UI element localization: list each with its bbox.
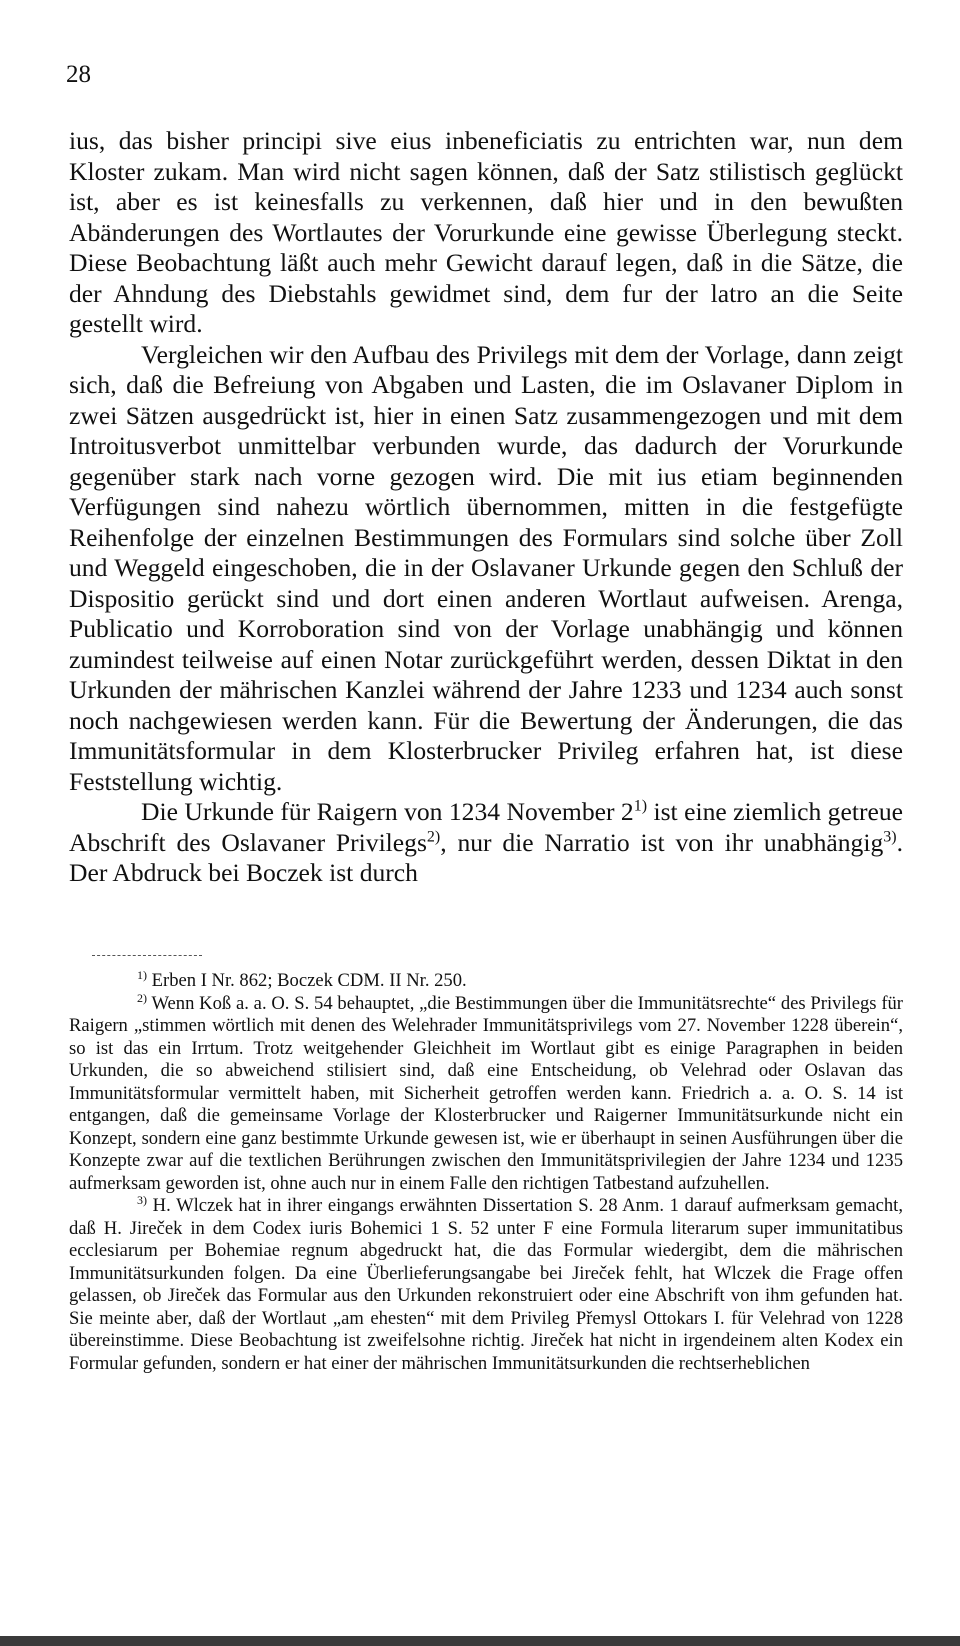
footnote-3 xyxy=(69,1192,903,1375)
paragraph-text: ist eine ziemlich getreue Abschrift des Oslavaner Privilegs xyxy=(69,797,903,857)
footnote-ref-3: 3) xyxy=(883,827,897,845)
paragraph-text: Vergleichen wir den Aufbau des Privilegs mit dem der Vorlage, dann zeigt sich, daß die Befreiung von Abgaben und Lasten, die im Oslavaner Diplom in zwei Sätzen ausgedrückt ist, hier in einen Satz zusammengezogen und mit dem Introitusverbot unmittelbar verbunden wurde, das dadurch der Vorurkunde gegenüber stark nach vorne gezogen wird. Die mit ius etiam beginnenden Verfügungen sind nahezu wörtlich übernommen, mitten in die festgefügte Reihenfolge der einzelnen Bestimmungen des Formulars sind solche über Zoll und Weggeld eingeschoben, die in der Oslavaner Urkunde gegen den Schluß der Dispositio gerückt sind und dort einen anderen Wortlaut aufweisen. Arenga, Publicatio und Korroboration sind von der Vorlage unabhängig und können zumindest teilweise auf einen Notar zurückgeführt werden, dessen Diktat in den Urkunden der mährischen Kanzlei während der Jahre 1233 und 1234 auch sonst noch nachgewiesen werden kann. Für die Bewertung der Änderungen, die das Immunitätsformular in dem Klosterbrucker Privileg erfahren hat, ist diese Feststellung wichtig. xyxy=(69,339,903,796)
main-text xyxy=(69,126,903,889)
paragraph-2 xyxy=(69,340,903,798)
page-number: 28 xyxy=(66,61,91,88)
footnote-mark: 2) xyxy=(137,990,147,1005)
footnote-1 xyxy=(69,967,903,993)
footnotes xyxy=(69,967,903,1375)
paragraph-1 xyxy=(69,126,903,340)
footnote-text: Wenn Koß a. a. O. S. 54 behauptet, „die Bestimmungen über die Immunitätsrechte“ des Privilegs für Raigern „stimmen wörtlich mit denen des Welehrader Immunitätsprivilegs vom 27. November 1228 überein“, so ist das ein Irrtum. Trotz weitgehender Gleichheit im Wortlaut gibt es einige Paragraphen in beiden Urkunden, die so abweichend stilisiert sind, daß eine Entscheidung, ob Velehrad oder Oslavan das Immunitätsformular vermittelt haben, mit Sicherheit getroffen werden kann. Friedrich a. a. O. S. 14 ist entgangen, daß die gemeinsame Vorlage der Klosterbrucker und Raigerner Immunitätsurkunde nicht ein Konzept, sondern eine ganz bestimmte Urkunde gewesen ist, wie er überhaupt in seinen Ausführungen über die Konzepte zwar auf die textlichen Berührungen zwischen den Immunitätsprivilegien der Jahre 1234 und 1235 aufmerksam geworden ist, ohne auch nur in einem Falle den richtigen Tatbestand aufzuhellen. xyxy=(69,992,903,1194)
footnote-text: Erben I Nr. 862; Boczek CDM. II Nr. 250. xyxy=(147,970,467,991)
footnote-mark: 3) xyxy=(137,1192,147,1207)
footnote-ref-2: 2) xyxy=(426,827,441,845)
footnote-text: H. Wlczek hat in ihrer eingangs erwähnten Dissertation S. 28 Anm. 1 darauf aufmerksam gemacht, daß H. Jireček in dem Codex iuris Bohemici 1 S. 52 unter F eine Formula literarum super immunitatibus ecclesiarum per Bohemiae regnum abgedruckt hat, die das Formular wiedergibt, dem die mährischen Immunitätsurkunden folgen. Da eine Überlieferungsangabe bei Jireček fehlt, hat Wlczek die Frage offen gelassen, ob Jireček das Formular aus den Urkunden rekonstruiert oder eine Abschrift von ihm gefunden hat. Sie meinte aber, daß der Wortlaut „am ehesten“ mit dem Privileg Přemysl Ottokars I. für Velehrad von 1228 übereinstimme. Diese Beobachtung ist zweifelsohne richtig. Jireček hat nicht in irgendeinem alten Kodex ein Formular gefunden, sondern er hat einer der mährischen Immunitätsurkunden die rechtserheblichen xyxy=(69,1195,903,1374)
footnote-mark: 1) xyxy=(137,967,147,982)
paragraph-text: ius, das bisher principi sive eius inbeneficiatis zu entrichten war, nun dem Kloster zukam. Man wird nicht sagen können, daß der Satz stilistisch geglückt ist, aber es ist keinesfalls zu verkennen, daß hier und in den bewußten Abänderungen des Wortlautes der Vorurkunde eine gewisse Überlegung steckt. Diese Beobachtung läßt auch mehr Gewicht darauf legen, daß in die Sätze, die der Ahndung des Diebstahls gewidmet sind, dem fur der latro an die Seite gestellt wird. xyxy=(69,126,903,338)
footnote-2 xyxy=(69,990,903,1196)
paragraph-text: Die Urkunde für Raigern von 1234 November 2 xyxy=(141,797,634,826)
footnote-ref-1: 1) xyxy=(633,797,648,815)
paragraph-text: . Der Abdruck bei Boczek ist durch xyxy=(69,827,904,887)
paragraph-3 xyxy=(69,797,903,889)
scan-bottom-edge xyxy=(0,1636,960,1646)
paragraph-text: , nur die Narratio ist von ihr unabhängig xyxy=(440,827,884,857)
footnote-separator xyxy=(92,955,202,956)
